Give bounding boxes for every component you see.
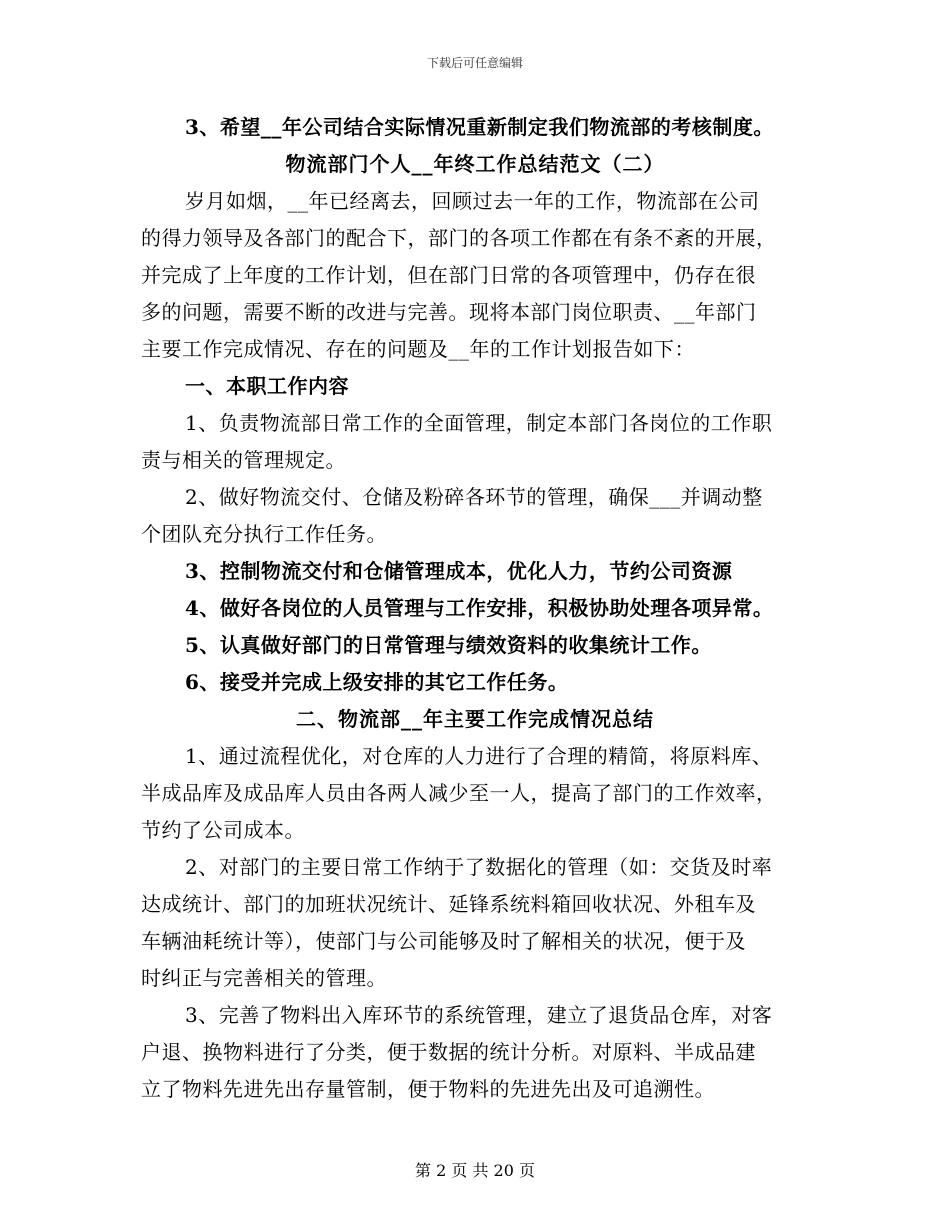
paragraph-line: 3、完善了物料出入库环节的系统管理，建立了退货品仓库，对客	[185, 1003, 773, 1027]
paragraph-line: 时纠正与完善相关的管理。	[141, 966, 387, 990]
paragraph-line: 1、通过流程优化，对仓库的人力进行了合理的精简，将原料库、	[185, 744, 773, 768]
paragraph-line: 责与相关的管理规定。	[141, 448, 346, 472]
paragraph-line: 1、负责物流部日常工作的全面管理，制定本部门各岗位的工作职	[185, 411, 773, 435]
list-item: 6、接受并完成上级安排的其它工作任务。	[185, 670, 569, 694]
paragraph-line: 半成品库及成品库人员由各两人减少至一人，提高了部门的工作效率，	[141, 781, 777, 805]
page-number: 第 2 页 共 20 页	[415, 1161, 535, 1180]
paragraph-line: 2、做好物流交付、仓储及粉碎各环节的管理，确保___并调动整	[185, 485, 763, 509]
paragraph-line: 户退、换物料进行了分类，便于数据的统计分析。对原料、半成品建	[141, 1040, 756, 1064]
paragraph-line: 节约了公司成本。	[141, 818, 305, 842]
document-body	[141, 109, 809, 1108]
section-heading: 一、本职工作内容	[185, 374, 349, 398]
paragraph-line: 个团队充分执行工作任务。	[141, 522, 387, 546]
section-title: 二、物流部__年主要工作完成情况总结	[296, 707, 654, 731]
paragraph-line: 达成统计、部门的加班状况统计、延锋系统料箱回收状况、外租车及	[141, 892, 756, 916]
list-item: 3、控制物流交付和仓储管理成本，优化人力，节约公司资源	[185, 559, 733, 583]
paragraph-line: 车辆油耗统计等），使部门与公司能够及时了解相关的状况，便于及	[141, 929, 746, 953]
paragraph-line: 3、希望__年公司结合实际情况重新制定我们物流部的考核制度。	[185, 115, 774, 139]
paragraph-line: 主要工作完成情况、存在的问题及__年的工作计划报告如下：	[141, 337, 695, 361]
list-item: 5、认真做好部门的日常管理与绩效资料的收集统计工作。	[185, 633, 712, 657]
paragraph-line: 2、对部门的主要日常工作纳于了数据化的管理（如：交货及时率	[185, 855, 773, 879]
paragraph-line: 岁月如烟，__年已经离去，回顾过去一年的工作，物流部在公司	[185, 189, 760, 213]
paragraph-line: 多的问题，需要不断的改进与完善。现将本部门岗位职责、__年部门	[141, 300, 757, 324]
header-note: 下载后可任意编辑	[426, 56, 523, 70]
paragraph-line: 立了物料先进先出存量管制，便于物料的先进先出及可追溯性。	[141, 1077, 715, 1101]
paragraph-line: 并完成了上年度的工作计划，但在部门日常的各项管理中，仍存在很	[141, 263, 756, 287]
paragraph-line: 的得力领导及各部门的配合下，部门的各项工作都在有条不紊的开展，	[141, 226, 777, 250]
section-title: 物流部门个人__年终工作总结范文（二）	[285, 152, 665, 176]
list-item: 4、做好各岗位的人员管理与工作安排，积极协助处理各项异常。	[185, 596, 774, 620]
